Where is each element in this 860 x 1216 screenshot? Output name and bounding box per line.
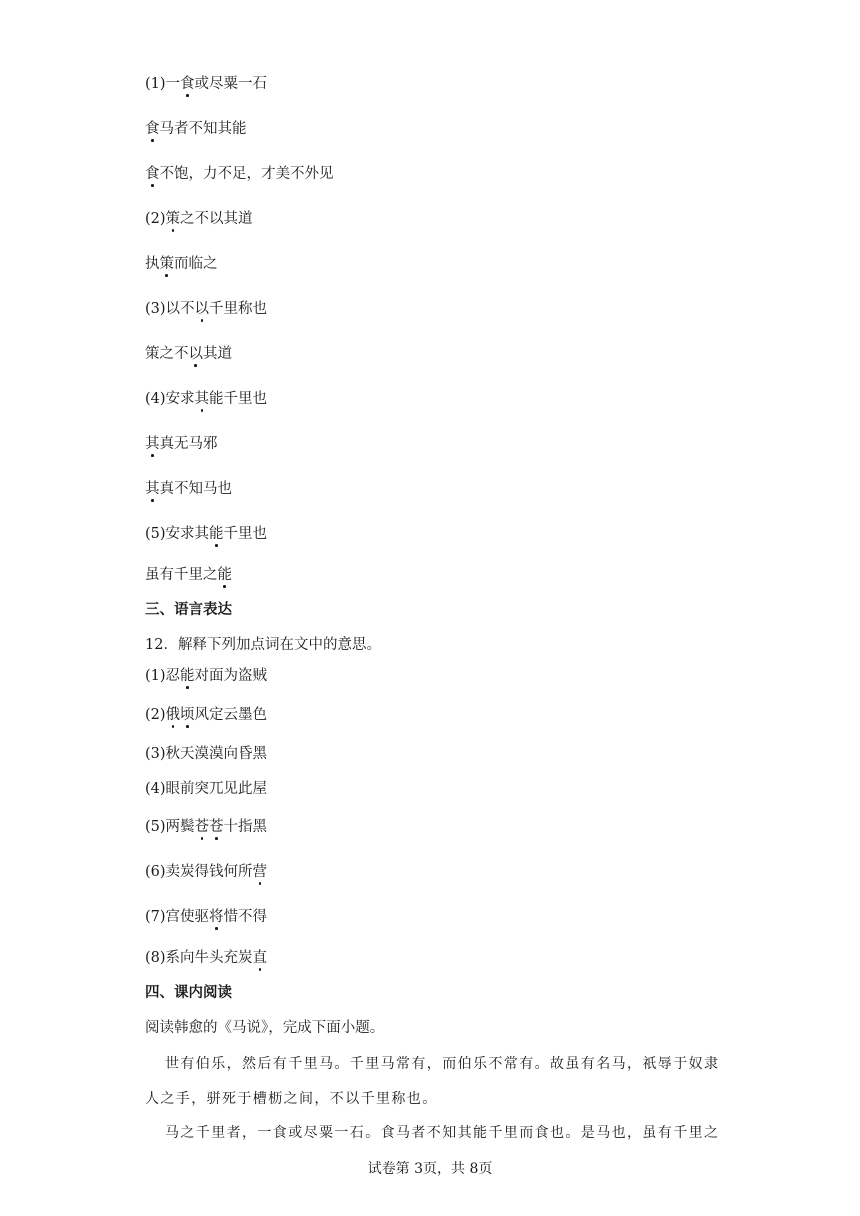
dotted-char: 其 — [145, 481, 160, 497]
dotted-char: 食 — [180, 76, 195, 92]
dotted-char: 营 — [252, 864, 268, 880]
exercise-line: (2)策之不以其道 — [145, 211, 253, 227]
dotted-char: 食 — [145, 121, 160, 137]
question-text: 12．解释下列加点词在文中的意思。 — [145, 637, 381, 653]
section-heading: 四、课内阅读 — [145, 985, 232, 1001]
reading-intro: 阅读韩愈的《马说》，完成下面小题。 — [145, 1020, 385, 1036]
dotted-char: 其 — [194, 391, 210, 407]
page-footer: 试卷第 3页，共 8页 — [367, 1161, 493, 1177]
dotted-char: 苍 — [209, 819, 224, 835]
dotted-char: 以 — [188, 346, 203, 362]
passage-line: 人之手，骈死于槽枥之间，不以千里称也。 — [145, 1091, 438, 1107]
dotted-char: 顷 — [180, 707, 195, 723]
question-item: (7)宫使驱将惜不得 — [145, 909, 268, 925]
question-item: (6)卖炭得钱何所营 — [145, 864, 268, 880]
question-item: (5)两鬓苍苍十指黑 — [145, 819, 268, 835]
exercise-line: 执策而临之 — [145, 256, 218, 272]
exercise-line: (4)安求其能千里也 — [145, 391, 268, 407]
dotted-char: 直 — [252, 950, 268, 966]
dotted-char: 能 — [180, 668, 195, 684]
exercise-line: 虽有千里之能 — [145, 567, 232, 583]
question-item: (1)忍能对面为盗贼 — [145, 668, 268, 684]
question-item: (8)系向牛头充炭直 — [145, 950, 268, 966]
question-item: (3)秋天漠漠向昏黑 — [145, 746, 268, 762]
dotted-char: 能 — [209, 526, 224, 542]
dotted-char: 策 — [165, 211, 181, 227]
dotted-char: 其 — [145, 436, 160, 452]
exercise-line: 其真不知马也 — [145, 481, 232, 497]
passage-line: 马之千里者，一食或尽粟一石。食马者不知其能千里而食也。是马也，虽有千里之 — [165, 1125, 720, 1141]
exercise-line: 其真无马邪 — [145, 436, 218, 452]
dotted-char: 食 — [145, 166, 160, 182]
dotted-char: 俄 — [165, 707, 181, 723]
dotted-char: 将 — [209, 909, 224, 925]
section-heading: 三、语言表达 — [145, 602, 232, 618]
dotted-char: 能 — [217, 567, 232, 583]
exercise-line: (5)安求其能千里也 — [145, 526, 268, 542]
dotted-char: 以 — [194, 301, 210, 317]
dotted-char: 策 — [159, 256, 174, 272]
question-item: (4)眼前突兀见此屋 — [145, 781, 268, 797]
exercise-line: 食不饱，力不足，才美不外见 — [145, 166, 334, 182]
exercise-line: 食马者不知其能 — [145, 121, 247, 137]
question-item: (2)俄顷风定云墨色 — [145, 707, 268, 723]
exercise-line: (1)一食或尽粟一石 — [145, 76, 268, 92]
exercise-line: 策之不以其道 — [145, 346, 232, 362]
exercise-line: (3)以不以千里称也 — [145, 301, 268, 317]
passage-line: 世有伯乐，然后有千里马。千里马常有，而伯乐不常有。故虽有名马，祇辱于奴隶 — [165, 1056, 720, 1072]
dotted-char: 苍 — [194, 819, 210, 835]
